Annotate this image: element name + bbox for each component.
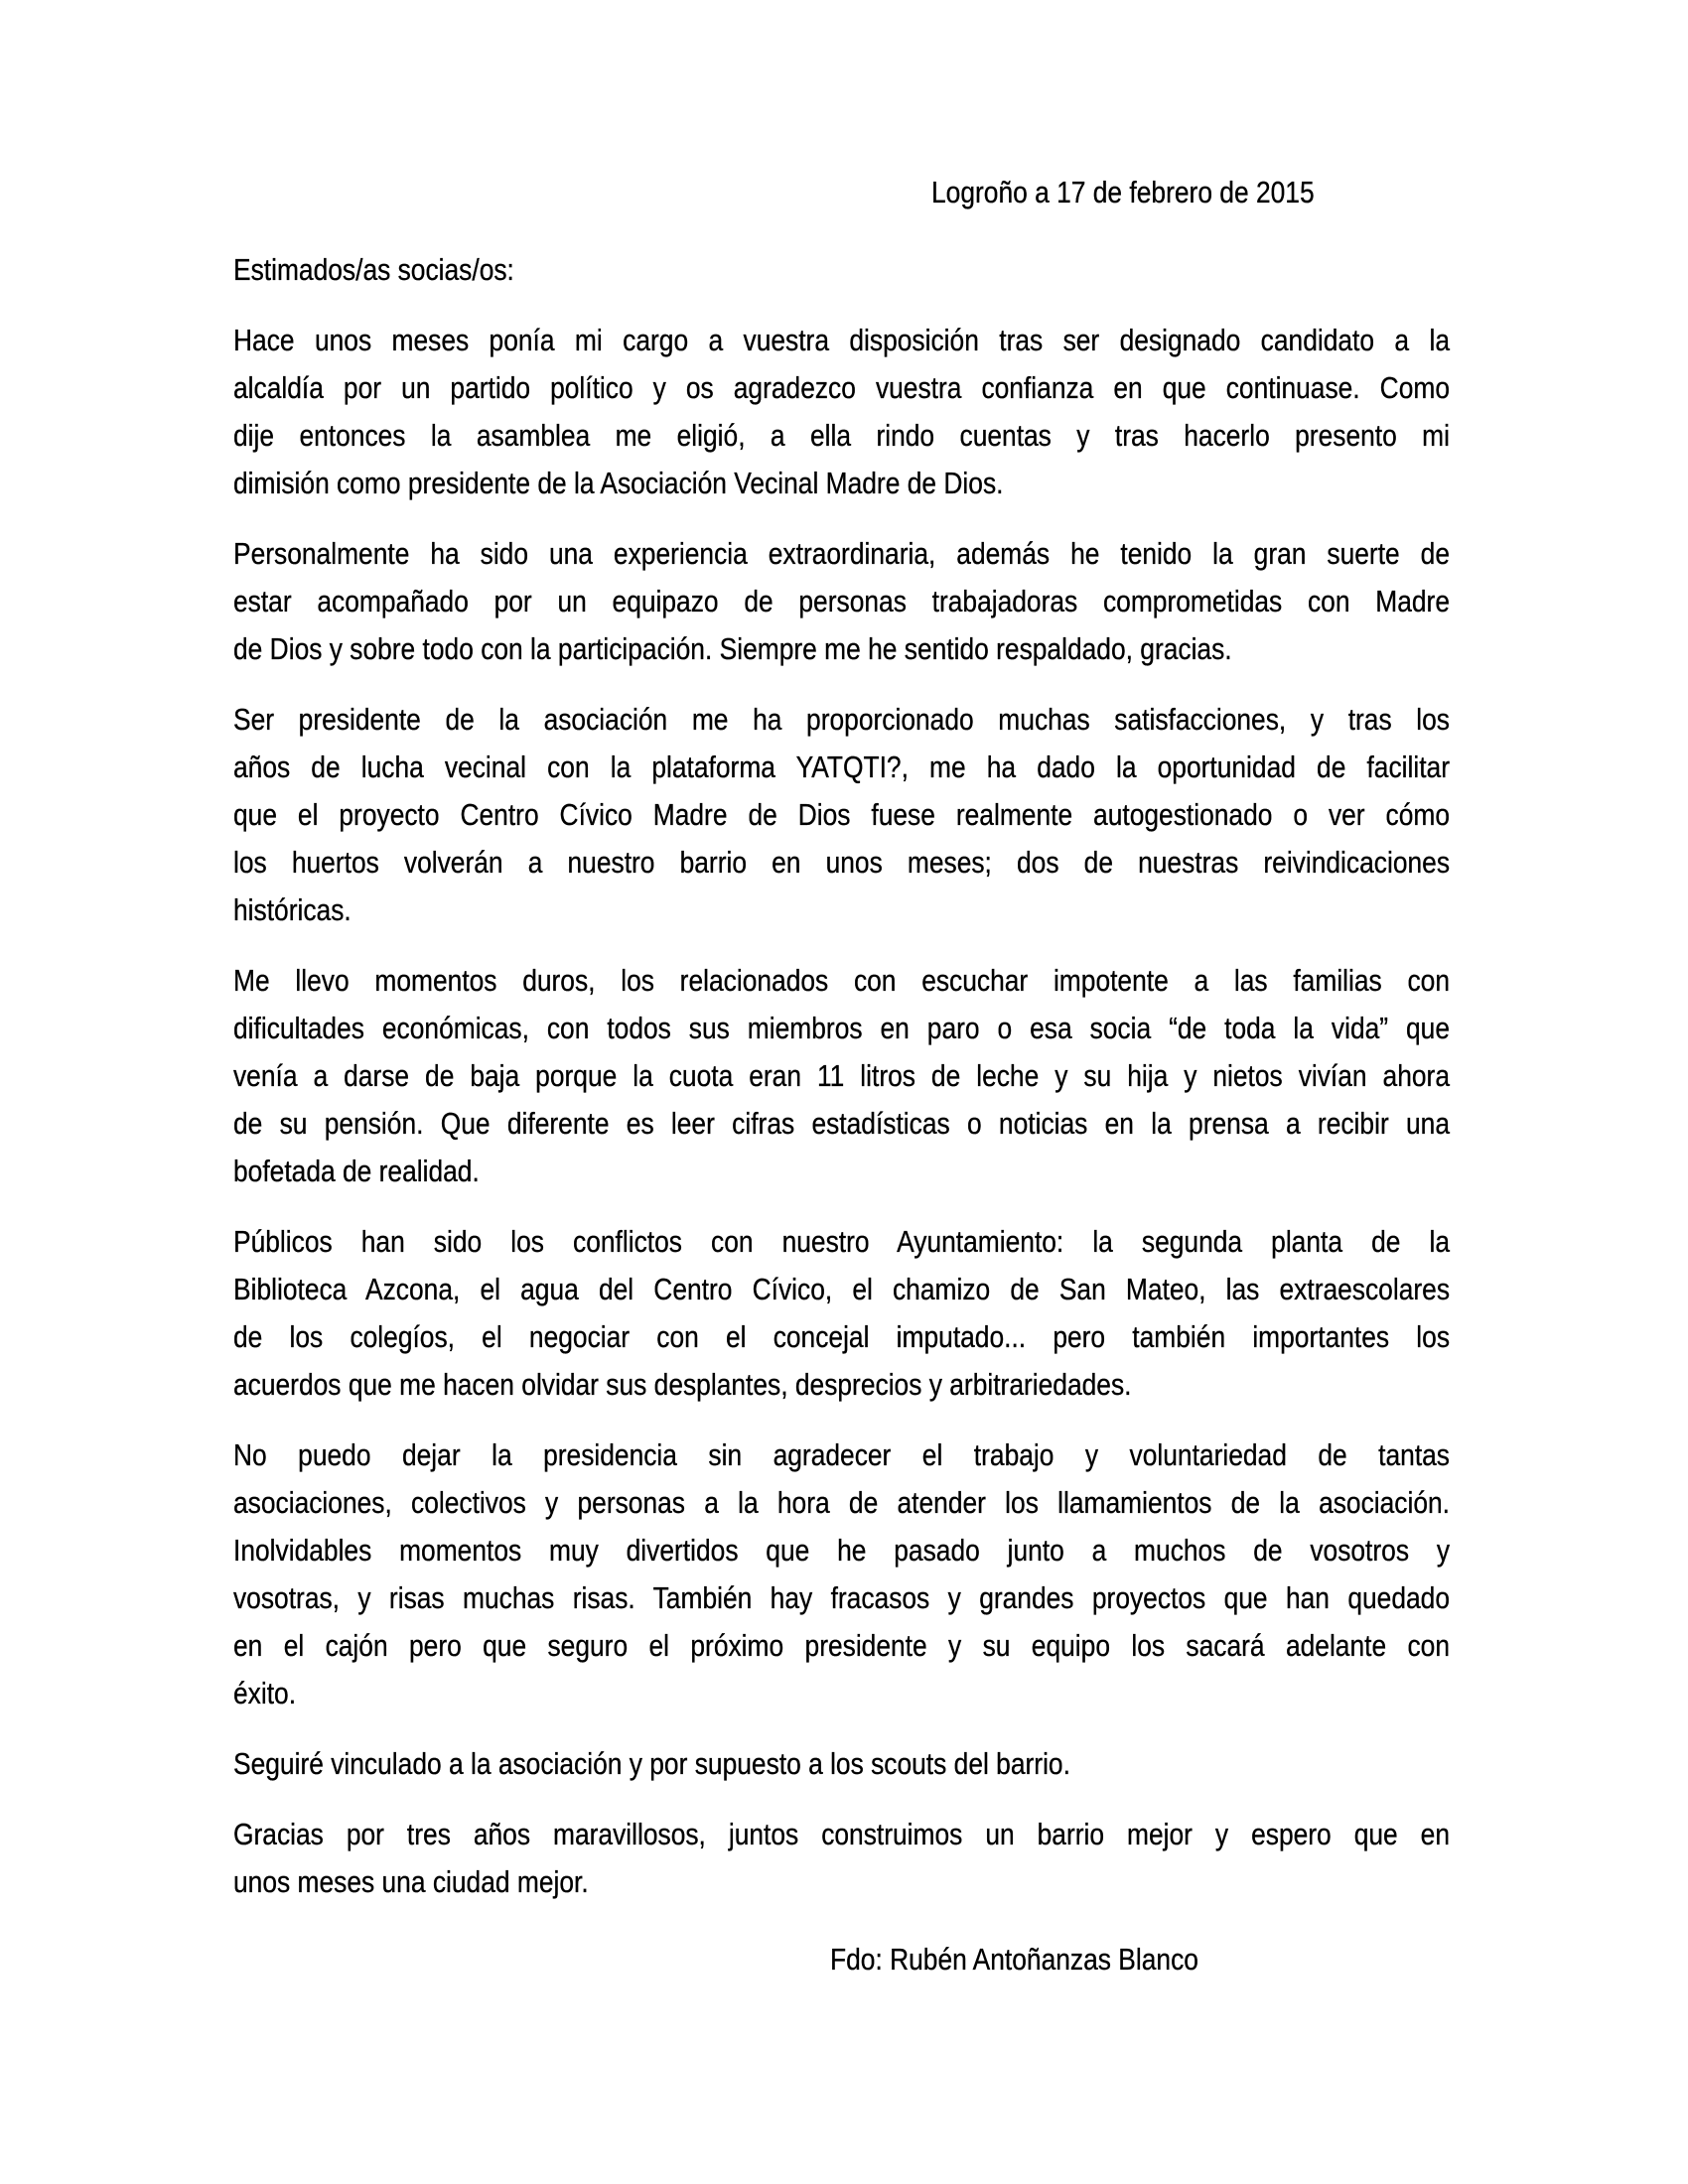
text-line: históricas.: [233, 892, 352, 927]
text-line: bofetada de realidad.: [233, 1154, 480, 1188]
text-line: Ser presidente de la asociación me ha proporcionado muchas satisfacciones, y tras los: [233, 702, 1451, 737]
text-line: años de lucha vecinal con la plataforma YATQTI?, me ha dado la oportunidad de facilitar: [233, 750, 1451, 784]
paragraph: [233, 1218, 1450, 1409]
text-line: asociaciones, colectivos y personas a la hora de atender los llamamientos de la asociación.: [233, 1485, 1451, 1520]
paragraph: [233, 957, 1450, 1195]
text-line: Gracias por tres años maravillosos, juntos construimos un barrio mejor y espero que en: [233, 1817, 1451, 1851]
text-line: Personalmente ha sido una experiencia extraordinaria, además he tenido la gran suerte de: [233, 536, 1451, 571]
text-line: estar acompañado por un equipazo de personas trabajadoras comprometidas con Madre: [233, 584, 1451, 618]
text-line: que el proyecto Centro Cívico Madre de Dios fuese realmente autogestionado o ver cómo: [233, 797, 1451, 832]
paragraph: [233, 696, 1450, 934]
text-line: Hace unos meses ponía mi cargo a vuestra disposición tras ser designado candidato a la: [233, 323, 1451, 357]
text-line: dimisión como presidente de la Asociación Vecinal Madre de Dios.: [233, 466, 1004, 500]
signature-line: Fdo: Rubén Antoñanzas Blanco: [830, 1942, 1198, 1977]
text-line: de Dios y sobre todo con la participación. Siempre me he sentido respaldado, gracias.: [233, 631, 1232, 666]
text-line: unos meses una ciudad mejor.: [233, 1864, 589, 1899]
paragraph: [233, 1740, 1450, 1788]
paragraph: [233, 1811, 1450, 1906]
text-line: de los colegíos, el negociar con el concejal imputado... pero también importantes los: [233, 1319, 1451, 1354]
text-line: Públicos han sido los conflictos con nuestro Ayuntamiento: la segunda planta de la: [233, 1224, 1451, 1259]
letter-content: [233, 0, 1450, 1983]
text-line: acuerdos que me hacen olvidar sus desplantes, desprecios y arbitrariedades.: [233, 1367, 1132, 1402]
text-line: éxito.: [233, 1676, 297, 1710]
text-line: dificultades económicas, con todos sus miembros en paro o esa socia “de toda la vida” que: [233, 1011, 1451, 1045]
text-line: los huertos volverán a nuestro barrio en unos meses; dos de nuestras reivindicaciones: [233, 845, 1451, 880]
paragraph: [233, 530, 1450, 673]
date-line: Logroño a 17 de febrero de 2015: [931, 175, 1315, 209]
text-line: de su pensión. Que diferente es leer cifras estadísticas o noticias en la prensa a recibir una: [233, 1106, 1451, 1141]
text-line: dije entonces la asamblea me eligió, a ella rindo cuentas y tras hacerlo presento mi: [233, 418, 1451, 453]
paragraph: [233, 1432, 1450, 1717]
text-line: Me llevo momentos duros, los relacionados con escuchar impotente a las familias con: [233, 963, 1451, 998]
text-line: venía a darse de baja porque la cuota eran 11 litros de leche y su hija y nietos vivían ahora: [233, 1058, 1451, 1093]
text-line: alcaldía por un partido político y os agradezco vuestra confianza en que continuase. Como: [233, 370, 1451, 405]
paragraph: [233, 317, 1450, 507]
text-line: Biblioteca Azcona, el agua del Centro Cívico, el chamizo de San Mateo, las extraescolares: [233, 1272, 1451, 1306]
text-line: vosotras, y risas muchas risas. También hay fracasos y grandes proyectos que han quedado: [233, 1580, 1451, 1615]
letter-body: [233, 317, 1450, 1906]
salutation: Estimados/as socias/os:: [233, 252, 514, 287]
text-line: en el cajón pero que seguro el próximo presidente y su equipo los sacará adelante con: [233, 1628, 1451, 1663]
text-line: Seguiré vinculado a la asociación y por supuesto a los scouts del barrio.: [233, 1746, 1070, 1781]
text-line: Inolvidables momentos muy divertidos que he pasado junto a muchos de vosotros y: [233, 1533, 1451, 1568]
text-line: No puedo dejar la presidencia sin agradecer el trabajo y voluntariedad de tantas: [233, 1437, 1451, 1472]
